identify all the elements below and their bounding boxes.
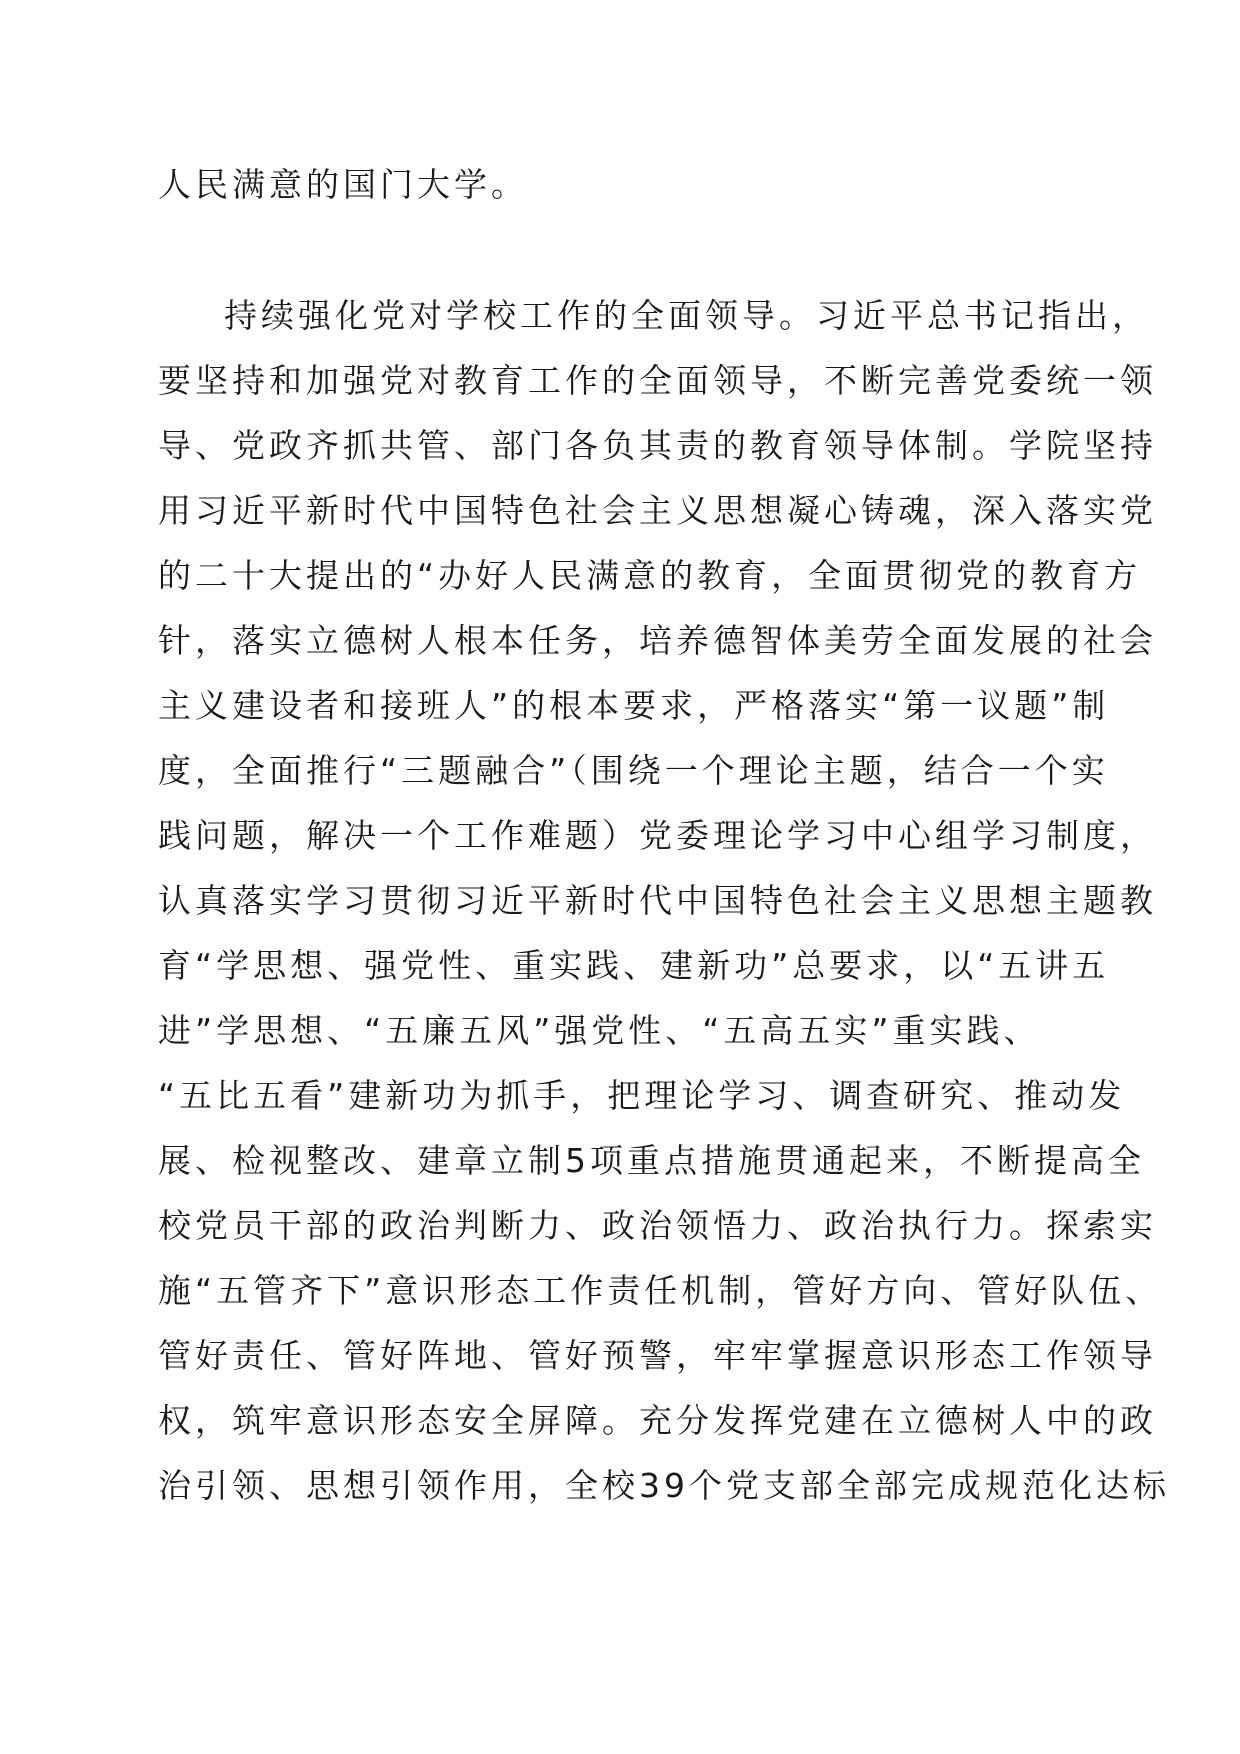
text-line: 权，筑牢意识形态安全屏障。充分发挥党建在立德树人中的政 xyxy=(158,1401,1157,1440)
text-line: 针，落实立德树人根本任务，培养德智体美劳全面发展的社会 xyxy=(158,621,1157,660)
text-line: 施“五管齐下”意识形态工作责任机制，管好方向、管好队伍、 xyxy=(158,1271,1163,1310)
text-line: 的二十大提出的“办好人民满意的教育，全面贯彻党的教育方 xyxy=(158,556,1142,595)
text-line: 治引领、思想引领作用，全校39个党支部全部完成规范化达标 xyxy=(158,1466,1170,1505)
text-line: 校党员干部的政治判断力、政治领悟力、政治执行力。探索实 xyxy=(158,1206,1157,1245)
text-line: 人民满意的国门大学。 xyxy=(158,165,528,204)
text-line: 导、党政齐抓共管、部门各负其责的教育领导体制。学院坚持 xyxy=(158,426,1157,465)
text-line: 进”学思想、“五廉五风”强党性、“五高五实”重实践、 xyxy=(158,1011,1041,1050)
text-line: 育“学思想、强党性、重实践、建新功”总要求，以“五讲五 xyxy=(158,946,1110,985)
text-line: 度，全面推行“三题融合”（围绕一个理论主题，结合一个实 xyxy=(158,751,1109,790)
text-line: 持续强化党对学校工作的全面领导。习近平总书记指出， xyxy=(224,296,1149,335)
text-line: “五比五看”建新功为抓手，把理论学习、调查研究、推动发 xyxy=(158,1076,1126,1115)
text-line: 管好责任、管好阵地、管好预警，牢牢掌握意识形态工作领导 xyxy=(158,1336,1157,1375)
text-line: 展、检视整改、建章立制5项重点措施贯通起来，不断提高全 xyxy=(158,1141,1145,1180)
paragraph-continuation xyxy=(158,152,1088,217)
text-line: 用习近平新时代中国特色社会主义思想凝心铸魂，深入落实党 xyxy=(158,491,1157,530)
paragraph-party-leadership xyxy=(158,283,1170,1518)
text-line: 践问题，解决一个工作难题）党委理论学习中心组学习制度， xyxy=(158,816,1157,855)
text-line: 要坚持和加强党对教育工作的全面领导，不断完善党委统一领 xyxy=(158,361,1157,400)
text-line: 认真落实学习贯彻习近平新时代中国特色社会主义思想主题教 xyxy=(158,881,1157,920)
text-line: 主义建设者和接班人”的根本要求，严格落实“第一议题”制 xyxy=(158,686,1110,725)
